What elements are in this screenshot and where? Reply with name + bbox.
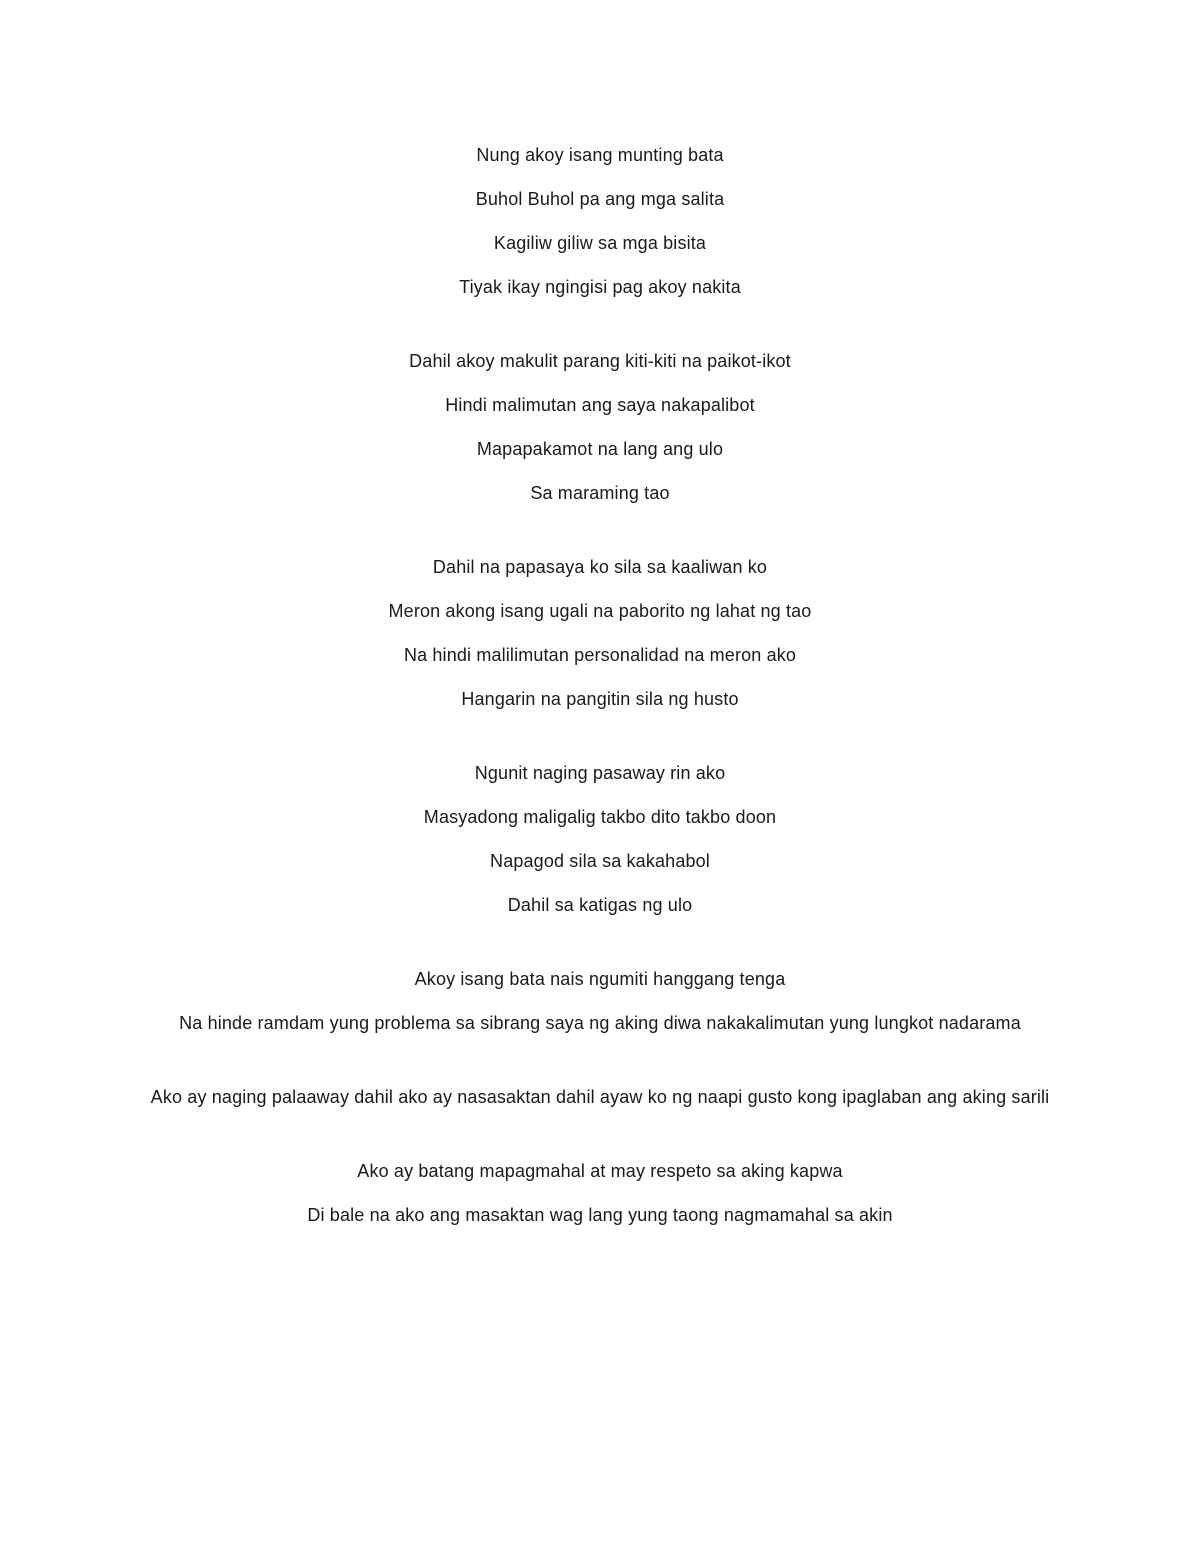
poem-line: Buhol Buhol pa ang mga salita	[475, 189, 725, 209]
stanza	[150, 140, 1050, 302]
stanza	[150, 964, 1050, 1038]
poem-line: Dahil na papasaya ko sila sa kaaliwan ko	[432, 557, 768, 577]
poem-line: Meron akong isang ugali na paborito ng lahat ng tao	[388, 601, 812, 621]
poem-line: Sa maraming tao	[530, 483, 670, 503]
poem-line: Hindi malimutan ang saya nakapalibot	[445, 395, 755, 415]
stanza	[150, 552, 1050, 714]
poem-line: Tiyak ikay ngingisi pag akoy nakita	[459, 277, 741, 297]
poem-line: Dahil akoy makulit parang kiti-kiti na paikot-ikot	[409, 351, 791, 371]
poem-line: Ako ay batang mapagmahal at may respeto sa aking kapwa	[357, 1161, 843, 1181]
poem-line: Di bale na ako ang masaktan wag lang yung taong nagmamahal sa akin	[307, 1205, 893, 1225]
poem-line: Napagod sila sa kakahabol	[490, 851, 710, 871]
stanza	[150, 346, 1050, 508]
poem-line: Na hinde ramdam yung problema sa sibrang saya ng aking diwa nakakalimutan yung lungkot nadarama	[179, 1013, 1021, 1033]
poem-line: Dahil sa katigas ng ulo	[507, 895, 693, 915]
poem-line: Nung akoy isang munting bata	[476, 145, 724, 165]
poem-line: Ngunit naging pasaway rin ako	[474, 763, 726, 783]
poem-line: Na hindi malilimutan personalidad na meron ako	[403, 645, 797, 665]
poem-line: Hangarin na pangitin sila ng husto	[461, 689, 739, 709]
poem-line: Masyadong maligalig takbo dito takbo doon	[423, 807, 777, 827]
poem-line: Kagiliw giliw sa mga bisita	[493, 233, 707, 253]
poem-line: Mapapakamot na lang ang ulo	[476, 439, 724, 459]
stanza	[150, 1156, 1050, 1230]
poem-line: Akoy isang bata nais ngumiti hanggang tenga	[414, 969, 786, 989]
stanza	[150, 758, 1050, 920]
poem-line: Ako ay naging palaaway dahil ako ay nasasaktan dahil ayaw ko ng naapi gusto kong ipaglaban ang aking sarili	[150, 1087, 1050, 1107]
poem	[150, 140, 1050, 1274]
stanza	[150, 1082, 1050, 1112]
